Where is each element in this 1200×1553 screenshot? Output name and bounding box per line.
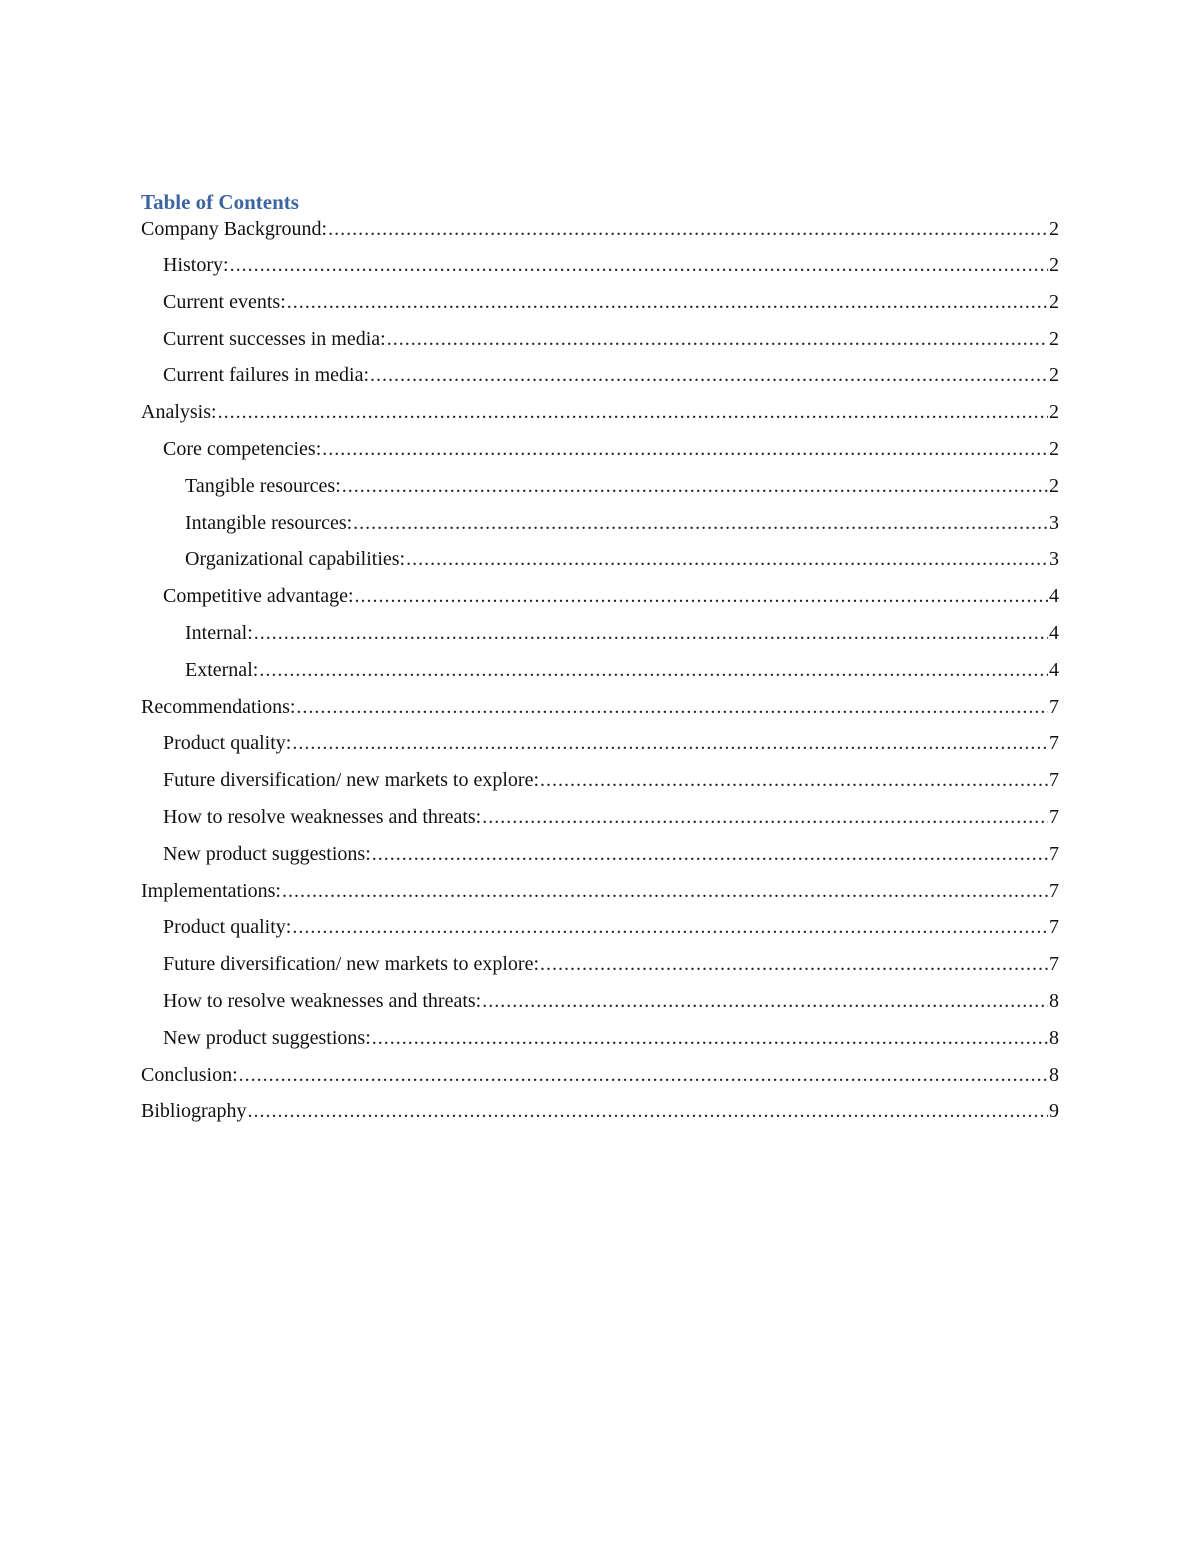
toc-page-number[interactable]: 4 (1049, 585, 1059, 608)
toc-page-number[interactable]: 2 (1049, 401, 1059, 424)
toc-page-number[interactable]: 2 (1049, 254, 1059, 276)
toc-dot-leader (292, 914, 1048, 940)
toc-entry[interactable] (141, 804, 1059, 841)
toc-entry[interactable] (141, 216, 1059, 252)
toc-dot-leader (482, 988, 1048, 1014)
toc-page-number[interactable]: 4 (1049, 621, 1059, 644)
toc-entry-label[interactable]: Future diversification/ new markets to explore: (163, 769, 540, 792)
toc-page-number[interactable]: 7 (1049, 732, 1059, 755)
toc-entry-label[interactable]: Product quality: (163, 732, 292, 755)
toc-entry-label[interactable]: Core competencies: (163, 437, 322, 460)
toc-entry[interactable] (141, 1098, 1059, 1135)
toc-page-number[interactable]: 9 (1049, 1100, 1059, 1123)
toc-dot-leader (287, 289, 1048, 315)
toc-entry[interactable] (141, 767, 1059, 804)
toc-page-number[interactable]: 3 (1049, 548, 1059, 571)
toc-dot-leader (482, 804, 1048, 830)
toc-entry[interactable] (141, 436, 1059, 473)
toc-dot-leader (322, 436, 1048, 462)
toc-page-number[interactable]: 7 (1049, 916, 1059, 939)
toc-dot-leader (282, 878, 1048, 904)
toc-entry[interactable] (141, 841, 1059, 878)
toc-entry-list (141, 216, 1059, 1135)
toc-entry[interactable] (141, 1025, 1059, 1062)
toc-entry[interactable] (141, 878, 1059, 915)
toc-entry[interactable] (141, 914, 1059, 951)
toc-entry-label[interactable]: New product suggestions: (163, 1026, 371, 1049)
toc-entry-label[interactable]: Analysis: (141, 401, 217, 424)
toc-entry[interactable] (141, 951, 1059, 988)
toc-entry[interactable] (141, 510, 1059, 547)
toc-entry-label[interactable]: Competitive advantage: (163, 585, 354, 608)
toc-entry[interactable] (141, 988, 1059, 1025)
toc-page-number[interactable]: 7 (1049, 879, 1059, 902)
toc-dot-leader (259, 657, 1048, 683)
toc-entry[interactable] (141, 326, 1059, 363)
toc-dot-leader (218, 399, 1048, 425)
toc-entry-label[interactable]: Current failures in media: (163, 364, 370, 387)
toc-page-number[interactable]: 2 (1049, 218, 1059, 240)
toc-entry-label[interactable]: Current events: (163, 290, 286, 313)
toc-dot-leader (540, 951, 1048, 977)
toc-page-number[interactable]: 7 (1049, 842, 1059, 865)
toc-dot-leader (370, 362, 1048, 388)
toc-dot-leader (239, 1062, 1048, 1088)
toc-entry-label[interactable]: Tangible resources: (185, 474, 341, 497)
toc-entry[interactable] (141, 583, 1059, 620)
toc-entry[interactable] (141, 252, 1059, 289)
table-of-contents (141, 188, 1059, 1135)
toc-entry[interactable] (141, 399, 1059, 436)
toc-page-number[interactable]: 8 (1049, 1026, 1059, 1049)
toc-entry-label[interactable]: Organizational capabilities: (185, 548, 406, 571)
toc-page-number[interactable]: 8 (1049, 989, 1059, 1012)
toc-page-number[interactable]: 2 (1049, 437, 1059, 460)
toc-page-number[interactable]: 2 (1049, 327, 1059, 350)
toc-entry[interactable] (141, 730, 1059, 767)
toc-entry[interactable] (141, 362, 1059, 399)
toc-entry[interactable] (141, 473, 1059, 510)
toc-entry[interactable] (141, 289, 1059, 326)
toc-entry[interactable] (141, 1062, 1059, 1099)
toc-page-number[interactable]: 3 (1049, 511, 1059, 534)
toc-page-number[interactable]: 7 (1049, 953, 1059, 976)
toc-page-number[interactable]: 2 (1049, 290, 1059, 313)
toc-title: Table of Contents (141, 190, 299, 214)
toc-entry-label[interactable]: Recommendations: (141, 695, 296, 718)
toc-dot-leader (328, 216, 1048, 242)
toc-dot-leader (540, 767, 1048, 793)
toc-entry-label[interactable]: New product suggestions: (163, 842, 371, 865)
toc-entry-label[interactable]: How to resolve weaknesses and threats: (163, 805, 482, 828)
toc-entry-label[interactable]: Current successes in media: (163, 327, 386, 350)
toc-dot-leader (387, 326, 1048, 352)
toc-entry-label[interactable]: External: (185, 658, 259, 681)
toc-entry[interactable] (141, 694, 1059, 731)
toc-entry-label[interactable]: How to resolve weaknesses and threats: (163, 989, 482, 1012)
toc-entry-label[interactable]: Bibliography (141, 1100, 247, 1123)
toc-dot-leader (296, 694, 1048, 720)
toc-dot-leader (353, 510, 1048, 536)
toc-page-number[interactable]: 2 (1049, 364, 1059, 387)
toc-entry[interactable] (141, 620, 1059, 657)
toc-dot-leader (406, 546, 1048, 572)
toc-page-number[interactable]: 2 (1049, 474, 1059, 497)
toc-dot-leader (248, 1098, 1048, 1124)
toc-entry-label[interactable]: Company Background: (141, 218, 328, 240)
toc-page-number[interactable]: 8 (1049, 1063, 1059, 1086)
toc-dot-leader (292, 730, 1048, 756)
toc-page-number[interactable]: 7 (1049, 769, 1059, 792)
toc-page-number[interactable]: 7 (1049, 805, 1059, 828)
toc-entry[interactable] (141, 546, 1059, 583)
toc-dot-leader (372, 841, 1048, 867)
toc-page-number[interactable]: 4 (1049, 658, 1059, 681)
toc-dot-leader (342, 473, 1048, 499)
toc-dot-leader (230, 252, 1048, 278)
toc-entry-label[interactable]: Implementations: (141, 879, 281, 902)
toc-entry-label[interactable]: Internal: (185, 621, 253, 644)
toc-page-number[interactable]: 7 (1049, 695, 1059, 718)
toc-entry-label[interactable]: History: (163, 254, 229, 276)
toc-entry-label[interactable]: Product quality: (163, 916, 292, 939)
toc-entry-label[interactable]: Intangible resources: (185, 511, 353, 534)
toc-dot-leader (372, 1025, 1048, 1051)
toc-dot-leader (355, 583, 1049, 609)
toc-dot-leader (254, 620, 1048, 646)
toc-entry-label[interactable]: Future diversification/ new markets to explore: (163, 953, 540, 976)
toc-entry[interactable] (141, 657, 1059, 694)
toc-entry-label[interactable]: Conclusion: (141, 1063, 238, 1086)
